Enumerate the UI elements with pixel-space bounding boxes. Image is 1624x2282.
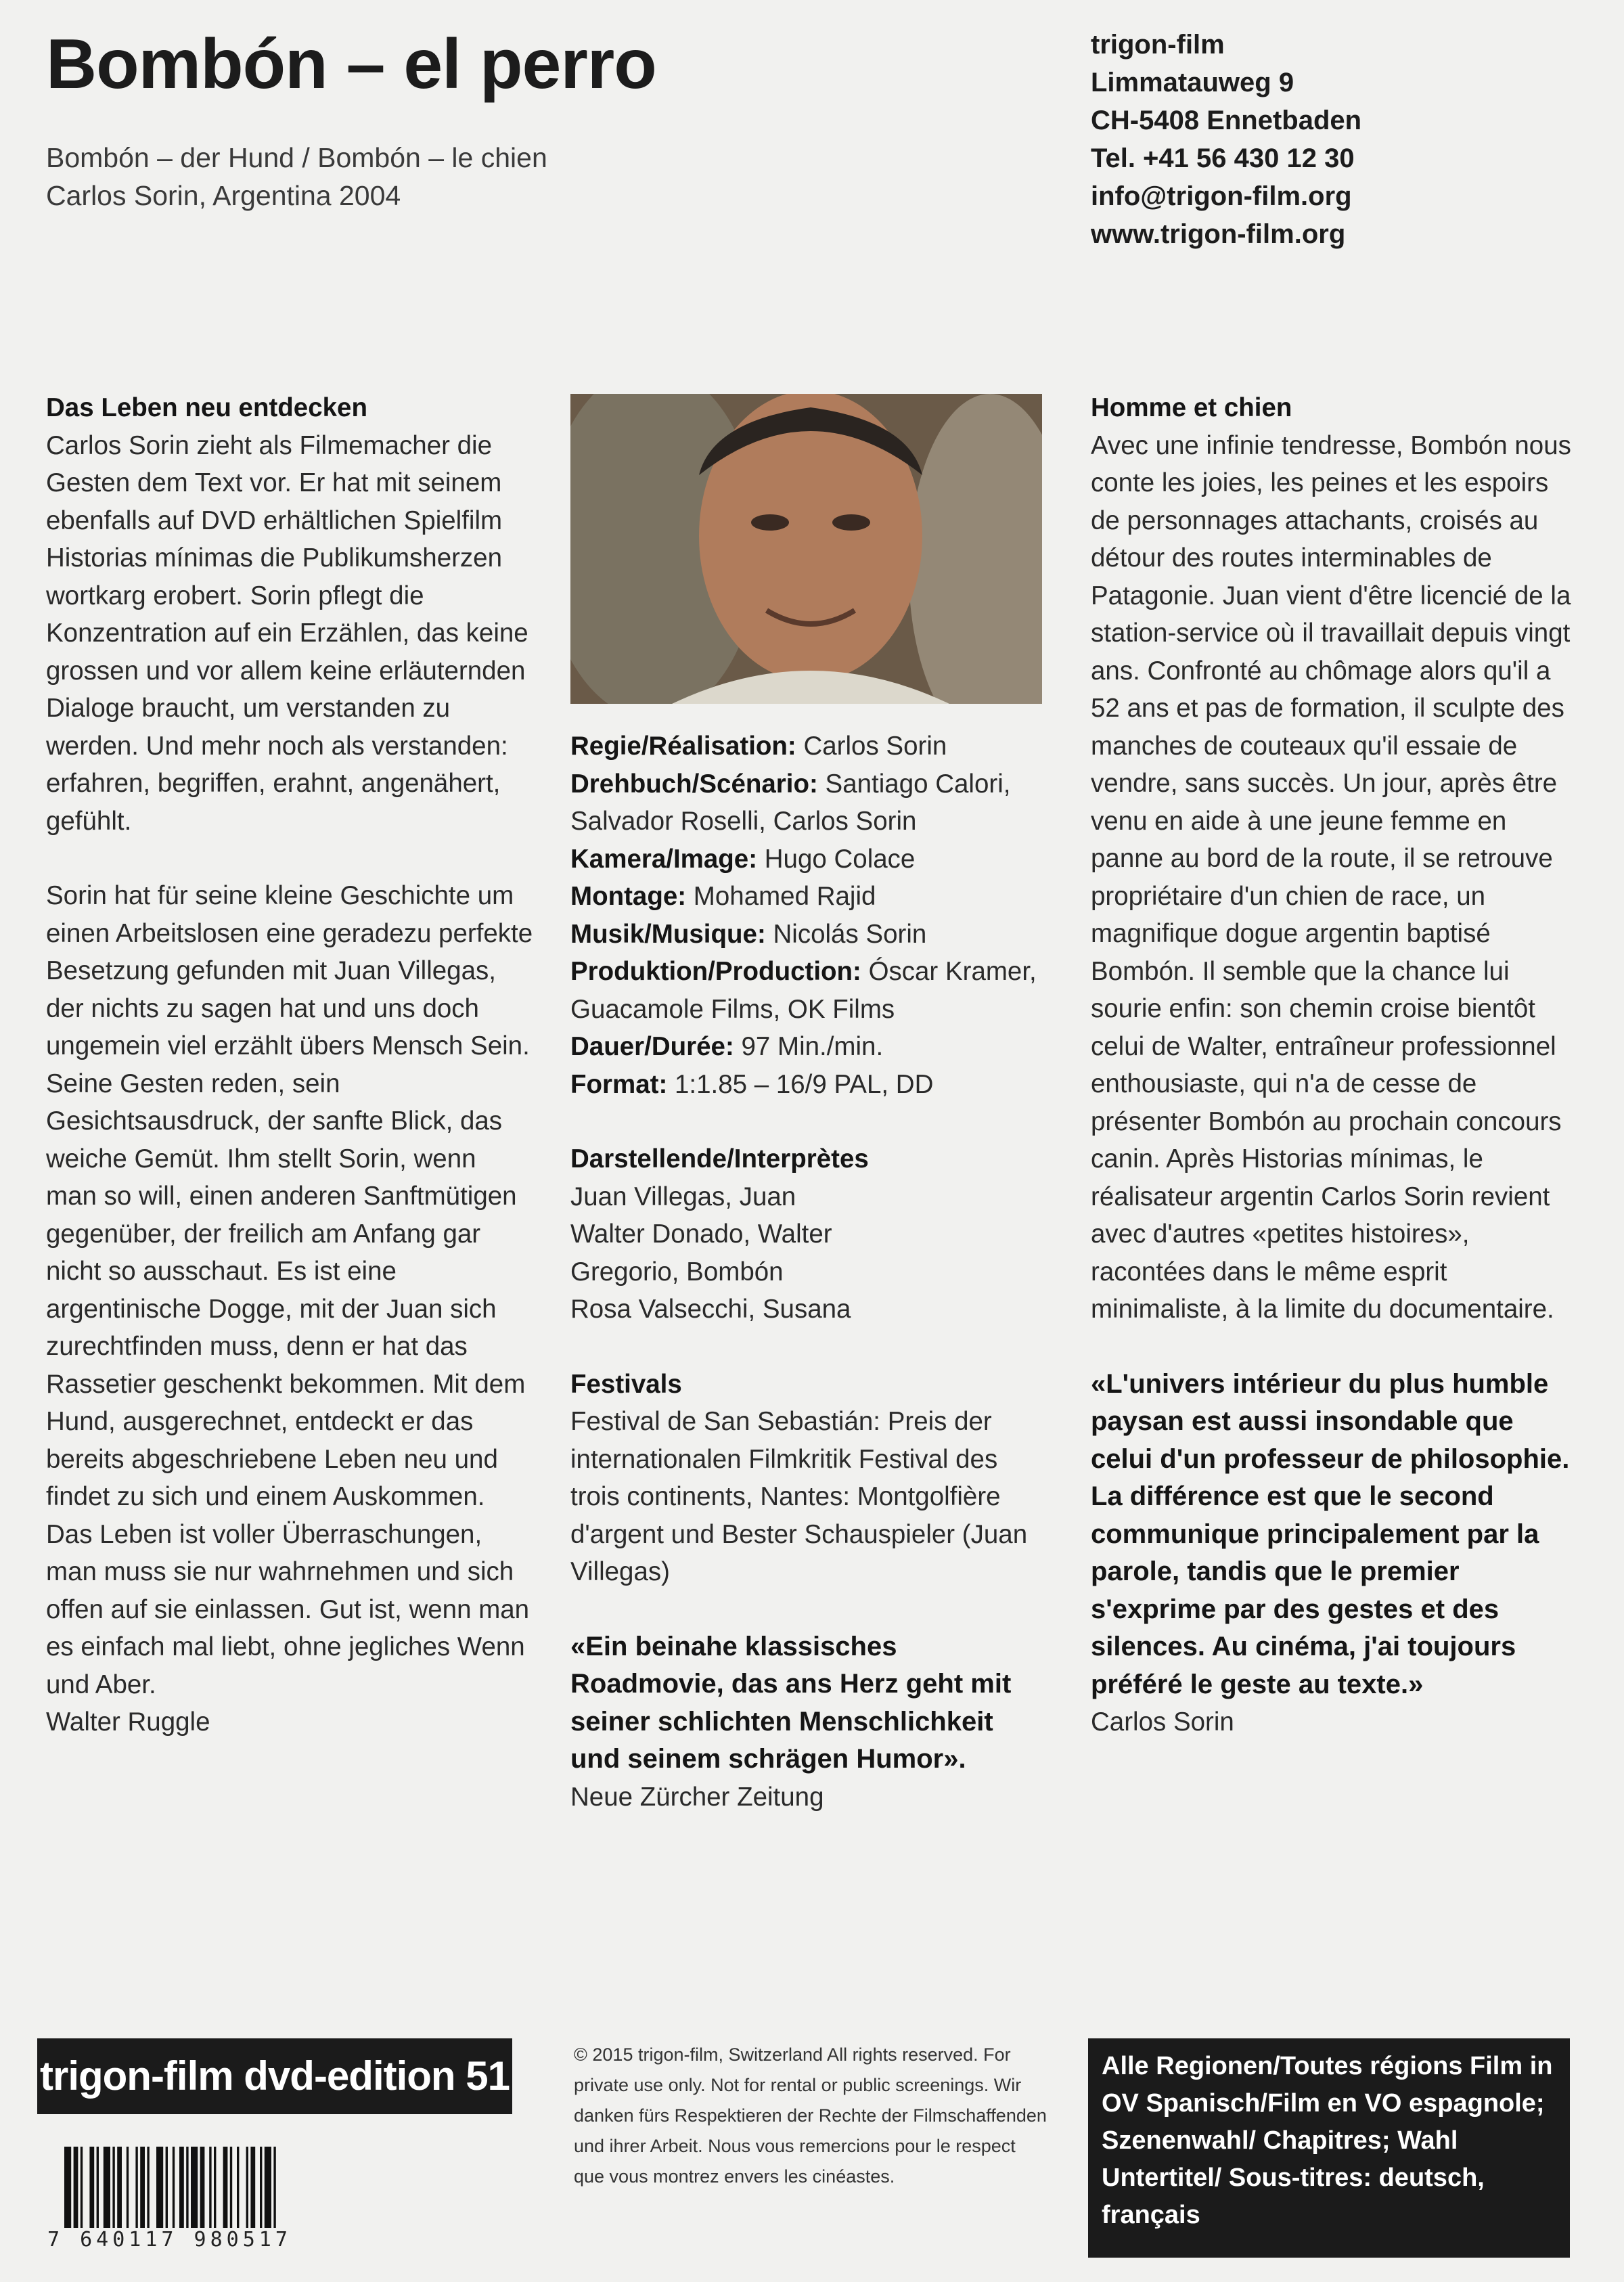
edition-badge: trigon-film dvd-edition 51 bbox=[37, 2038, 512, 2114]
credit-value: Santiago Calori, Salvador Roselli, Carlos Sorin bbox=[570, 769, 1011, 836]
barcode-number: 7 640117 980517 bbox=[47, 2228, 292, 2252]
german-column bbox=[46, 389, 533, 1741]
company-city: CH-5408 Ennetbaden bbox=[1091, 106, 1362, 135]
french-paragraph-1: Avec une infinie tendresse, Bombón nous conte les joies, les peines et les espoirs de personnages attachants, croisés au détour des routes interminables de Patagonie. Juan vient d'être licencié de la station-service où il travaillait depuis vingt ans. Confronté au chômage alors qu'il a 52 ans et pas de formation, il sculpte des manches de couteaux qu'il essaie de vendre, sans succès. Un jour, après être venu en aide à une jeune femme en panne au bord de la route, il se retrouve propriétaire d'un chien de race, un magnifique dogue argentin baptisé Bombón. Il semble que la chance lui sourie enfin: son chemin croise bientôt celui de Walter, entraîneur professionnel enthousiaste, qui n'a de cesse de présenter Bombón au prochain concours canin. Après Historias mínimas, le réalisateur argentin Carlos Sorin revient avec d'autres «petites histoires», racontées dans le même esprit minimaliste, à la limite du documentaire. bbox=[1091, 430, 1571, 1324]
german-paragraph-2: Sorin hat für seine kleine Geschichte um einen Arbeitslosen eine geradezu perfekte Besetzung gefunden mit Juan Villegas, der nichts zu sagen hat und uns doch ungemein viel erzählt übers Mensch Sein. Seine Gesten reden, sein Gesichtsausdruck, der sanfte Blick, das weiche Gemüt. Ihm stellt Sorin, wenn man so will, einen anderen Sanftmütigen gegenüber, der freilich am Anfang gar nicht so ausschaut. Es ist eine argentinische Dogge, mit der Juan sich zurechtfinden muss, denn er hat das Rassetier geschenkt bekommen. Mit dem Hund, ausgerechnet, entdeckt er das bereits abgeschriebene Leben neu und findet zu sich und einem Auskommen. Das Leben ist voller Überraschungen, man muss sie nur wahrnehmen und sich offen auf sie einlassen. Gut ist, wenn man es einfach mal liebt, ohne jegliches Wenn und Aber. bbox=[46, 881, 533, 1699]
festivals-heading: Festivals bbox=[570, 1369, 682, 1399]
press-quote: «Ein beinahe klassisches Roadmovie, das ans Herz geht mit seiner schlichten Menschlichkeit und seinem schrägen Humor». bbox=[570, 1631, 1012, 1774]
credit-row bbox=[570, 916, 1044, 954]
barcode-icon bbox=[64, 2147, 376, 2228]
page-title: Bombón – el perro bbox=[46, 25, 656, 104]
subtitle-block bbox=[46, 139, 547, 215]
press-quote-source: Neue Zürcher Zeitung bbox=[570, 1782, 824, 1812]
credit-label: Montage: bbox=[570, 882, 687, 911]
credit-value: Nicolás Sorin bbox=[773, 919, 927, 949]
credit-value: 97 Min./min. bbox=[741, 1032, 884, 1061]
credit-row bbox=[570, 1028, 1044, 1066]
company-street: Limmatauweg 9 bbox=[1091, 68, 1294, 97]
company-phone: Tel. +41 56 430 12 30 bbox=[1091, 143, 1355, 173]
cast-heading: Darstellende/Interprètes bbox=[570, 1144, 869, 1173]
french-column bbox=[1091, 389, 1578, 1741]
festivals-text: Festival de San Sebastián: Preis der internationalen Filmkritik Festival des trois continents, Nantes: Montgolfière d'argent und Bester Schauspieler (Juan Villegas) bbox=[570, 1407, 1028, 1586]
german-paragraph-1: Carlos Sorin zieht als Filmemacher die Gesten dem Text vor. Er hat mit seinem ebenfalls auf DVD erhältlichen Spielfilm Historias mínimas die Publikumsherzen wortkarg erobert. Sorin pflegt die Konzentration auf ein Erzählen, das keine grossen und vor allem keine erläuternden Dialoge braucht, um verstanden zu werden. Und mehr noch als verstanden: erfahren, begriffen, erahnt, angenähert, gefühlt. bbox=[46, 430, 528, 836]
cast-line: Rosa Valsecchi, Susana bbox=[570, 1295, 851, 1324]
credit-row bbox=[570, 841, 1044, 878]
director-quote-source: Carlos Sorin bbox=[1091, 1707, 1234, 1737]
cast-line: Walter Donado, Walter bbox=[570, 1220, 832, 1249]
credit-label: Musik/Musique: bbox=[570, 919, 766, 949]
credit-label: Format: bbox=[570, 1069, 668, 1099]
credit-row bbox=[570, 878, 1044, 916]
credits-list bbox=[570, 728, 1044, 1103]
contact-block bbox=[1091, 26, 1361, 253]
company-email[interactable]: info@trigon-film.org bbox=[1091, 181, 1352, 211]
regions-box: Alle Regionen/Toutes régions Film in OV Spanisch/Film en VO espagnole; Szenenwahl/ Chapitres; Wahl Untertitel/ Sous-titres: deutsch, français bbox=[1088, 2038, 1570, 2258]
cast-list bbox=[570, 1178, 1044, 1328]
cast-line: Juan Villegas, Juan bbox=[570, 1182, 796, 1211]
credit-row bbox=[570, 765, 1044, 841]
credit-label: Dauer/Durée: bbox=[570, 1032, 734, 1061]
cast-line: Gregorio, Bombón bbox=[570, 1257, 784, 1287]
credit-row bbox=[570, 953, 1044, 1028]
director-quote: «L'univers intérieur du plus humble paysan est aussi insondable que celui d'un professeur de philosophie. La différence est que le second communique principalement par la parole, tandis que le premier s'exprime par des gestes et des silences. Au cinéma, j'ai toujours préféré le geste au texte.» bbox=[1091, 1368, 1570, 1699]
credit-value: Óscar Kramer, Guacamole Films, OK Films bbox=[570, 957, 1037, 1024]
french-heading: Homme et chien bbox=[1091, 393, 1292, 422]
credit-value: Mohamed Rajid bbox=[693, 882, 876, 911]
credit-row bbox=[570, 728, 1044, 765]
credit-label: Regie/Réalisation: bbox=[570, 732, 796, 761]
credit-label: Produktion/Production: bbox=[570, 957, 861, 986]
german-author: Walter Ruggle bbox=[46, 1707, 210, 1737]
film-still-image bbox=[570, 394, 1042, 704]
legal-notice: © 2015 trigon-film, Switzerland All rights reserved. For private use only. Not for rental or public screenings. Wir danken fürs Respektieren der Rechte der Filmschaffenden und ihrer Arbeit. Nous vous remercions pour le respect que vous montrez envers les cinéastes. bbox=[574, 2044, 1047, 2187]
credit-label: Kamera/Image: bbox=[570, 844, 758, 874]
alternate-titles: Bombón – der Hund / Bombón – le chien bbox=[46, 142, 547, 173]
credit-value: 1:1.85 – 16/9 PAL, DD bbox=[675, 1069, 934, 1099]
company-website[interactable]: www.trigon-film.org bbox=[1091, 219, 1346, 249]
credit-value: Carlos Sorin bbox=[803, 732, 947, 761]
film-still-icon bbox=[570, 394, 1042, 704]
credit-row bbox=[570, 1066, 1044, 1104]
director-country-year: Carlos Sorin, Argentina 2004 bbox=[46, 180, 401, 211]
credits-column bbox=[570, 728, 1044, 1816]
credit-label: Drehbuch/Scénario: bbox=[570, 769, 818, 799]
german-heading: Das Leben neu entdecken bbox=[46, 393, 367, 422]
credit-value: Hugo Colace bbox=[764, 844, 916, 874]
company-name: trigon-film bbox=[1091, 30, 1225, 60]
